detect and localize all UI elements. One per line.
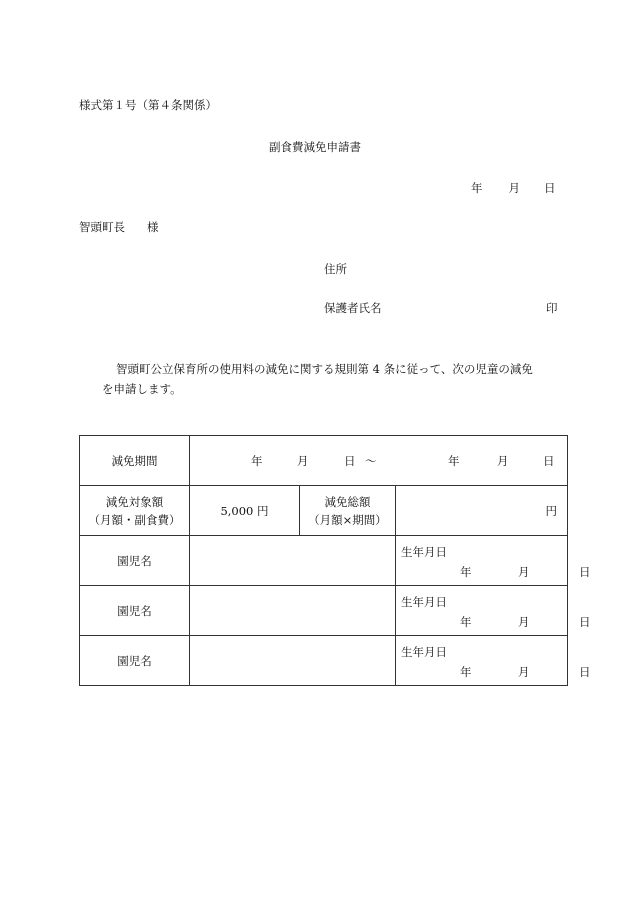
child-name-field[interactable] bbox=[190, 636, 396, 686]
child-name-field[interactable] bbox=[190, 586, 396, 636]
period-tilde: ～ bbox=[365, 454, 377, 468]
dob-year: 年 bbox=[460, 615, 472, 629]
application-date bbox=[471, 180, 556, 196]
dob-label: 生年月日 bbox=[401, 545, 447, 559]
period-start-month: 月 bbox=[297, 454, 309, 468]
seal-mark: 印 bbox=[546, 301, 558, 315]
dob-month: 月 bbox=[518, 615, 530, 629]
period-start-day: 日 bbox=[344, 454, 356, 468]
dob-month: 月 bbox=[518, 565, 530, 579]
total-amount-unit: 円 bbox=[545, 503, 557, 518]
child-name-label: 園児名 bbox=[80, 636, 190, 686]
date-year-label: 年 bbox=[471, 181, 483, 195]
total-amount-label bbox=[300, 486, 396, 536]
addressee-name: 智頭町長 bbox=[79, 220, 125, 234]
period-field[interactable] bbox=[190, 436, 568, 486]
target-amount-value: 5,000 円 bbox=[190, 486, 300, 536]
child-dob-field[interactable] bbox=[396, 636, 591, 686]
document-title: 副食費減免申請書 bbox=[269, 140, 361, 154]
dob-day: 日 bbox=[579, 665, 591, 679]
addressee-honorific: 様 bbox=[147, 220, 159, 234]
dob-year: 年 bbox=[460, 565, 472, 579]
period-start-year: 年 bbox=[251, 454, 263, 468]
date-month-label: 月 bbox=[508, 181, 520, 195]
dob-label: 生年月日 bbox=[401, 595, 447, 609]
child-name-label: 園児名 bbox=[80, 586, 190, 636]
child-row bbox=[80, 636, 568, 686]
child-dob-field[interactable] bbox=[396, 586, 591, 636]
date-day-label: 日 bbox=[544, 181, 556, 195]
dob-day: 日 bbox=[579, 565, 591, 579]
total-amount-label-sub: （月額×期間） bbox=[308, 512, 387, 527]
period-row bbox=[80, 436, 568, 486]
child-row bbox=[80, 586, 568, 636]
period-end-month: 月 bbox=[497, 454, 509, 468]
child-dob-field[interactable] bbox=[396, 536, 591, 586]
guardian-name-label: 保護者氏名 bbox=[324, 301, 382, 315]
child-name-field[interactable] bbox=[190, 536, 396, 586]
target-amount-label-sub: （月額・副食費） bbox=[88, 512, 181, 527]
dob-day: 日 bbox=[579, 615, 591, 629]
total-amount-field[interactable] bbox=[396, 486, 568, 536]
address-label: 住所 bbox=[324, 262, 347, 276]
dob-label: 生年月日 bbox=[401, 645, 447, 659]
period-end-day: 日 bbox=[543, 454, 555, 468]
application-table bbox=[79, 435, 591, 686]
request-line-1: 智頭町公立保育所の使用料の減免に関する規則第 4 条に従って、次の児童の減免 bbox=[116, 362, 533, 376]
form-number: 様式第１号（第４条関係） bbox=[79, 98, 217, 112]
target-amount-label-main: 減免対象額 bbox=[105, 494, 164, 509]
addressee bbox=[79, 219, 159, 235]
dob-month: 月 bbox=[518, 665, 530, 679]
dob-year: 年 bbox=[460, 665, 472, 679]
child-row bbox=[80, 536, 568, 586]
amount-row bbox=[80, 486, 568, 536]
total-amount-label-main: 減免総額 bbox=[324, 494, 371, 509]
request-line-2: を申請します。 bbox=[102, 382, 182, 396]
period-label: 減免期間 bbox=[80, 436, 190, 486]
child-name-label: 園児名 bbox=[80, 536, 190, 586]
period-end-year: 年 bbox=[448, 454, 460, 468]
request-statement bbox=[102, 359, 533, 399]
target-amount-label bbox=[80, 486, 190, 536]
